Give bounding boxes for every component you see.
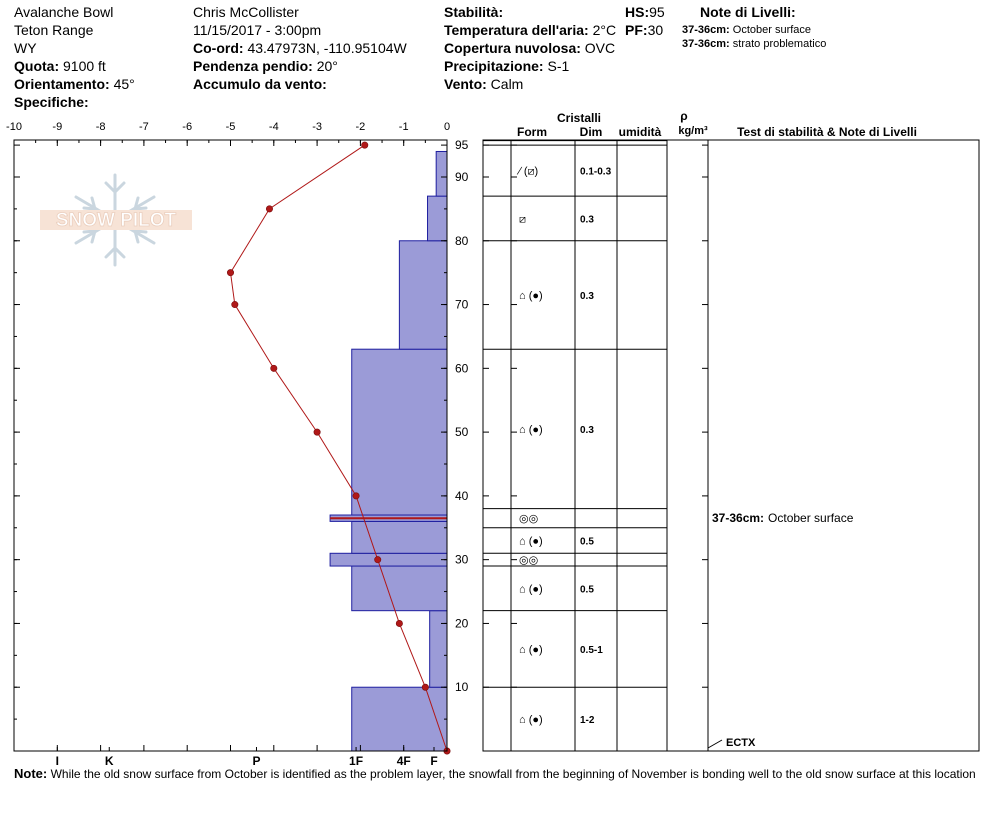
datetime: 11/15/2017 - 3:00pm bbox=[193, 22, 322, 38]
crystal-size-2: 0.5-1 bbox=[580, 644, 603, 656]
hardness-tick-label-2: K bbox=[104, 754, 114, 768]
layer-note-2-text: strato problematico bbox=[732, 38, 827, 50]
location: Avalanche Bowl bbox=[14, 4, 114, 20]
temp-tick-label-6: -5 bbox=[225, 121, 236, 133]
right-table-ticks bbox=[483, 145, 708, 687]
mountain-range: Teton Range bbox=[14, 22, 94, 38]
temp-tick-label-5: -6 bbox=[182, 121, 193, 133]
cloud-value: OVC bbox=[584, 40, 616, 56]
layer-note-1-text: October surface bbox=[732, 24, 812, 36]
crystal-form-9: ⧄ bbox=[519, 213, 526, 226]
height-tick-label-9: 90 bbox=[455, 169, 469, 184]
height-tick-label-4: 40 bbox=[455, 488, 469, 503]
height-tick-label-2: 20 bbox=[455, 616, 469, 631]
crystals-header: Cristalli bbox=[556, 111, 602, 125]
footer-note-text: While the old snow surface from October is identified as the problem layer, the snowfall from the beginning of November is bonding well to the old snow surface at this location bbox=[50, 767, 976, 781]
hardness-tick-label-5: 4F bbox=[396, 754, 411, 768]
height-tick-label-10: 95 bbox=[455, 138, 469, 153]
height-tick-label-3: 30 bbox=[455, 552, 469, 567]
wind-load-label: Accumulo da vento: bbox=[193, 76, 327, 92]
crystal-size-3: 0.5 bbox=[580, 584, 594, 596]
crystal-form-1: ⌂ (●) bbox=[519, 714, 543, 727]
layer-note-marker-range: 37-36cm: bbox=[712, 511, 765, 526]
pf-label: PF: bbox=[625, 22, 648, 38]
temperature-point-5 bbox=[353, 493, 359, 499]
observer: Chris McCollister bbox=[193, 4, 299, 20]
specifics-label: Specifiche: bbox=[14, 94, 89, 110]
air-temp-label: Temperatura dell'aria: bbox=[444, 22, 589, 38]
hardness-bar-10 bbox=[436, 151, 447, 196]
hs-value: 95 bbox=[649, 4, 665, 20]
height-tick-label-5: 50 bbox=[455, 425, 469, 440]
hs-label: HS: bbox=[625, 4, 650, 20]
temp-tick-label-7: -4 bbox=[268, 121, 279, 133]
temp-tick-label-11: 0 bbox=[443, 121, 451, 133]
crystal-size-7: 0.3 bbox=[580, 424, 594, 436]
crystal-size-5: 0.5 bbox=[580, 536, 594, 548]
hardness-bars bbox=[330, 151, 447, 751]
crystal-form-2: ⌂ (●) bbox=[519, 643, 543, 656]
temperature-point-7 bbox=[271, 365, 277, 371]
stability-notes-header: Test di stabilità & Note di Livelli bbox=[737, 125, 917, 139]
temperature-point-8 bbox=[232, 301, 238, 307]
wind-label: Vento: bbox=[444, 76, 487, 92]
crystal-form-4: ◎◎ bbox=[519, 554, 539, 567]
hardness-tick-label-3: P bbox=[252, 754, 261, 768]
hardness-bar-2 bbox=[430, 611, 447, 688]
slope-label: Pendenza pendio: bbox=[193, 58, 313, 74]
aspect-value: 45° bbox=[113, 76, 135, 92]
crystal-form-3: ⌂ (●) bbox=[519, 583, 543, 596]
temp-tick-label-4: -7 bbox=[139, 121, 149, 133]
temp-tick-label-8: -3 bbox=[312, 121, 322, 133]
height-tick-label-7: 70 bbox=[455, 297, 469, 312]
crystal-form-6: ◎◎ bbox=[519, 513, 539, 526]
density-unit-header: kg/m³ bbox=[678, 125, 708, 137]
elevation-value: 9100 ft bbox=[63, 58, 106, 74]
layer-note-2-range: 37-36cm: bbox=[682, 38, 730, 50]
footer-note bbox=[14, 766, 976, 781]
height-tick-label-1: 10 bbox=[455, 680, 469, 695]
crystal-size-10: 0.1-0.3 bbox=[580, 166, 612, 178]
crystal-form-5: ⌂ (●) bbox=[519, 535, 543, 548]
coord-label: Co-ord: bbox=[193, 40, 244, 56]
hardness-bar-9 bbox=[428, 196, 447, 241]
height-tick-label-6: 60 bbox=[455, 361, 469, 376]
temp-tick-label-2: -9 bbox=[52, 121, 63, 133]
stability-label: Stabilità: bbox=[444, 4, 504, 20]
hardness-bar-8 bbox=[399, 241, 447, 349]
elevation-label: Quota: bbox=[14, 58, 60, 74]
coord-value: 43.47973N, -110.95104W bbox=[247, 40, 407, 56]
temperature-point-6 bbox=[314, 429, 320, 435]
crystal-form-7: ⌂ (●) bbox=[519, 423, 543, 436]
pf-value: 30 bbox=[647, 22, 664, 38]
wind-value: Calm bbox=[490, 76, 524, 92]
density-symbol-header: ρ bbox=[680, 109, 688, 123]
right-table-frame bbox=[483, 140, 979, 751]
hardness-bar-3 bbox=[352, 566, 447, 611]
aspect-label: Orientamento: bbox=[14, 76, 110, 92]
temperature-point-10 bbox=[266, 206, 272, 212]
crystal-form-10: ∕ (⧄) bbox=[519, 165, 539, 178]
form-header: Form bbox=[517, 125, 547, 139]
temp-tick-label-3: -8 bbox=[95, 121, 106, 133]
state: WY bbox=[14, 40, 37, 56]
layer-note-marker bbox=[712, 511, 854, 525]
layer-note-1-range: 37-36cm: bbox=[682, 24, 730, 36]
watermark-text: SNOW PILOT bbox=[55, 210, 177, 231]
cloud-label: Copertura nuvolosa: bbox=[444, 40, 581, 56]
snowpilot-watermark bbox=[40, 175, 192, 265]
stability-test-result: ECTX bbox=[726, 737, 756, 749]
hardness-tick-label-4: 1F bbox=[349, 754, 364, 768]
footer-note-label: Note: bbox=[14, 766, 48, 781]
height-tick-label-8: 80 bbox=[455, 233, 469, 248]
temperature-point-9 bbox=[227, 269, 233, 275]
hardness-tick-label-6: F bbox=[430, 754, 438, 768]
ectx-leader-line bbox=[708, 740, 722, 748]
temp-tick-label-1: -10 bbox=[6, 121, 22, 133]
crystal-size-1: 1-2 bbox=[580, 715, 595, 727]
precip-value: S-1 bbox=[547, 58, 570, 74]
precip-label: Precipitazione: bbox=[444, 58, 544, 74]
moisture-header: umidità bbox=[618, 125, 662, 139]
hardness-tick-label-1: I bbox=[55, 754, 59, 768]
temp-tick-label-9: -2 bbox=[355, 121, 366, 133]
temperature-point-3 bbox=[396, 620, 402, 626]
crystal-size-8: 0.3 bbox=[580, 290, 594, 302]
hardness-bar-7 bbox=[352, 349, 447, 515]
air-temp-value: 2°C bbox=[592, 22, 617, 38]
layer-notes-title-text: Note di Livelli: bbox=[700, 4, 796, 20]
hardness-bar-4 bbox=[330, 553, 447, 566]
temperature-point-4 bbox=[375, 556, 381, 562]
slope-value: 20° bbox=[316, 58, 338, 74]
temp-tick-label-10: -1 bbox=[398, 121, 409, 133]
hardness-bar-1 bbox=[352, 687, 447, 751]
crystal-size-9: 0.3 bbox=[580, 214, 594, 226]
crystal-form-8: ⌂ (●) bbox=[519, 289, 543, 302]
size-header: Dim bbox=[579, 125, 603, 139]
temperature-point-11 bbox=[362, 142, 368, 148]
layer-note-marker-text: October surface bbox=[768, 511, 854, 526]
temperature-point-2 bbox=[422, 684, 428, 690]
